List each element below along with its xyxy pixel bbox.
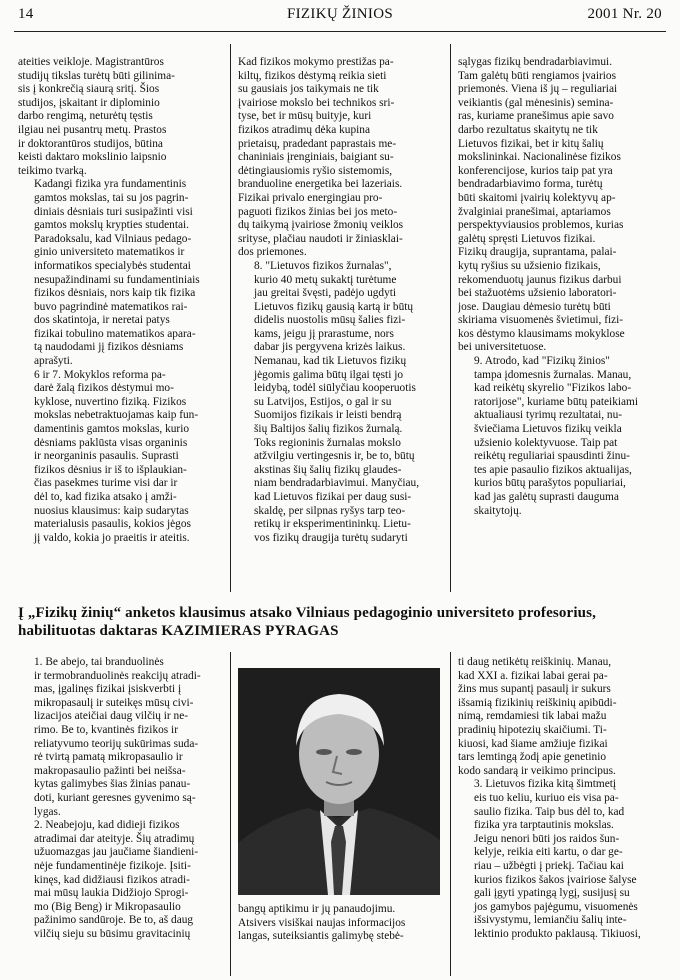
page-number: 14 [18,6,34,22]
text-line: aktualiausi tyrimų rezultatai, nu- [474,409,623,422]
text-line: kinęs, kad didžiausi fizikos atradi- [34,873,190,886]
text-line: keisti daktaro mokslinio laipsnio [18,151,167,164]
text-line: Paradoksalu, kad Vilniaus pedago- [34,232,192,245]
text-line: veikiantis (gal mėnesinis) semina- [458,96,614,109]
column-rule-bottom-1 [230,652,231,976]
text-line: kytas galimybes šias žinias panau- [34,778,191,791]
text-line: ir neorganinis pasaulis. Suprasti [34,450,179,463]
text-line: lektinio produkto paklausą. Tikiuosi, [474,927,641,940]
text-line: rimo. Be to, kvantinės fizikos ir [34,723,178,736]
text-line: jos gamybos pajėgumu, visuomenės [474,900,638,913]
text-line: 8. "Lietuvos fizikos žurnalas", [254,259,392,272]
text-line: chaniniais įrenginiais, baigiant su- [238,151,394,164]
paragraph [458,656,664,778]
bottom-column-3 [458,656,664,974]
text-line: materialusis pasaulis, kokios jėgos [34,518,191,531]
text-line: skiriama visuomenės švietimui, fizi- [458,314,624,327]
text-line: priemonės. Viena iš jų – reguliariai [458,83,618,96]
text-line: tars lemtingą žodį apie genetinio [458,751,607,764]
text-line: mokslas nebetraktuojamas kaip fun- [34,409,199,422]
text-line: ratorijose", kuriame būtų pateikiami [474,395,639,408]
text-line: saulio fizika. Taip bus dėl to, kad [474,805,625,818]
bottom-column-1 [18,656,224,974]
text-line: žvalginiai pranešimai, aptariamos [458,205,611,218]
text-line: dėtingiausiomis ryšio sistemomis, [238,164,393,177]
text-line: ilgiau nei pusantrų metų. Prastos [18,123,167,136]
text-line: rekomenduotų jaunus fizikus darbui [458,273,622,286]
text-line: atradimai dar ateityje. Šių atradimų [34,832,195,845]
text-line: nesupažindinami su fundamentiniais [34,273,200,286]
text-line: srityse, plačiau naudoti ir žiniasklai- [238,232,403,245]
text-line: šių Baltijos šalių fizikos žurnalą. [254,423,403,436]
text-line: išsivystymu, lemiančiu šalių inte- [474,914,627,927]
text-line: akstinas šių šalių fizikų glaudes- [254,463,402,476]
text-line: Tam galėtų būti rengiamos įvairios [458,69,616,82]
text-line: būti skaitomi įvairių kolektyvų ap- [458,191,616,204]
text-line: kiuosi, kad šiame amžiuje fizikai [458,737,608,750]
text-line: doti, kuriant geresnes gyvenimo są- [34,791,196,804]
column-rule-top-1 [230,44,231,592]
text-line: Lietuvos fizikai, bet ir kitų šalių [458,137,604,150]
text-line: aprašyti. [34,355,73,368]
text-line: vos fizikų draugija turėtų sudaryti [254,531,408,544]
paragraph [238,56,443,260]
portrait-illustration [238,668,440,895]
text-line: gamtos mokslas, tai su jos pagrin- [34,191,189,204]
text-line: jėgomis galima būtų ilgai tęsti jo [254,368,404,381]
text-line: skaldę, per silpnas ryšys tarp teo- [254,504,406,517]
paragraph [238,260,443,545]
text-line: damentinis gamtos mokslas, kurio [34,423,190,436]
paragraph [238,903,443,944]
text-line: Kad fizikos mokymo prestižas pa- [238,56,394,68]
text-line: Atsivers visiškai naujas informacijos [238,916,406,929]
text-line: nėje fundamentinėje fizikoje. Įsiti- [34,859,191,872]
paragraph [18,656,224,819]
text-line: bangų aptikimu ir jų panaudojimu. [238,903,396,915]
text-line: langas, suteiksiantis galimybę stebė- [238,930,404,943]
text-line: dų taikymą įvairiose žmonių veiklos [238,219,404,232]
text-line: vilčių sieju su būsimu gravitacinių [34,927,191,940]
text-line: kodo sandarą ir veikimo principus. [458,764,616,777]
text-line: Lietuvos fizikų gausią kartą ir būtų [254,300,414,313]
text-line: perspektyviausios problemos, kurias [458,219,624,232]
text-line: konferencijose, kurios taip pat yra [458,164,613,177]
text-line: lizacijos ateičiai daug vilčių ir ne- [34,710,189,723]
text-line: atžvilgiu vertingesnis ir, be to, būtų [254,450,415,463]
text-line: su Latvijos, Estijos, o gal ir su [254,395,392,408]
text-line: makropasaulio pažinti bei neišsa- [34,764,186,777]
top-column-1 [18,56,222,586]
text-line: rė tvirtą pamatą mikropasaulio ir [34,751,183,764]
paragraph [458,355,662,518]
text-line: ras, kuriame pranešimus apie savo [458,110,614,123]
text-line: reikėtų reguliariai spausdinti žinu- [474,450,630,463]
text-line: jau greitai švęsti, padėjo ugdyti [254,287,397,300]
paragraph [458,56,662,355]
text-line: buvo pagrindinė matematikos rai- [34,300,188,313]
portrait-photo [238,668,440,895]
text-line: branduoline energetika bei lazeriais. [238,178,403,191]
paragraph [18,369,222,546]
text-line: šviečiama Lietuvos fizikų veikla [474,423,622,436]
text-line: gamtos mokslų krypties studentai. [34,219,190,232]
text-line: tes apie pasaulio fizikos aktualijas, [474,463,632,476]
text-line: kyklose, nuvertino fiziką. Fizikos [34,395,187,408]
text-line: kos dėstymo klausimams mokyklose [458,327,625,340]
text-line: dėsniams paklūsta visas organinis [34,436,188,449]
text-line: mo (Big Beng) ir Mikropasaulio [34,900,181,913]
paragraph [18,819,224,941]
paragraph [458,778,664,941]
text-line: bendradarbiavimo forma, turėtų [458,178,603,191]
text-line: dos skatintoja, ir neretai patys [34,314,170,327]
text-line: kelyje, reikia eiti kartu, o dar ge- [474,846,623,859]
text-line: užsienio kolektyvuose. Taip pat [474,436,618,449]
text-line: Jeigu nenori būti jos raidos šun- [474,832,620,845]
text-line: 3. Lietuvos fizika kitą šimtmetį [474,778,617,791]
text-line: fizikos dėsniais, nors kaip tik fizika [34,287,196,300]
text-line: 6 ir 7. Mokyklos reforma pa- [34,368,166,381]
text-line: tampa įdomesnis žurnalas. Manau, [474,368,632,381]
text-line: nimą, remdamiesi tik labai mažu [458,710,607,723]
issue-info: 2001 Nr. 20 [587,6,662,22]
text-line: fizika yra tarptautinis mokslas. [474,819,614,832]
text-line: skaitytojų. [474,504,522,517]
text-line: niam bendradarbiavimui. Manyčiau, [254,477,420,490]
text-line: informatikos specialybės studentai [34,259,191,272]
text-line: lygas. [34,805,61,818]
column-rule-bottom-2 [450,652,451,976]
text-line: 2. Neabejoju, kad didieji fizikos [34,819,180,832]
text-line: Nemanau, kad tik Lietuvos fizikų [254,355,407,368]
header-rule [14,31,666,32]
text-line: dos priemones. [238,246,307,259]
text-line: riau – užbėgti į priekį. Tačiau kai [474,859,624,872]
text-line: 9. Atrodo, kad "Fizikų žinios" [474,355,610,368]
article-title-line-1: Į „Fizikų žinių“ anketos klausimus atsako Vilniaus pedagoginio universiteto profesorius, [18,605,597,621]
bottom-column-2-text [238,903,443,975]
text-line: 1. Be abejo, tai branduolinės [34,656,164,668]
text-line: žins mus supantį pasaulį ir sukurs [458,683,611,696]
text-line: kiltų, fizikos dėstymą reikia sieti [238,69,387,82]
text-line: reliatyvumo teorijų sukūrimas suda- [34,737,199,750]
text-line: retikų ir eksperimentininkų. Lietu- [254,518,411,531]
text-line: kurios būtų parašytos populiariai, [474,477,626,490]
text-line: eis tuo keliu, kuriuo eis visa pa- [474,791,619,804]
text-line: jose. Daugiau dėmesio turėtų būti [458,300,611,313]
text-line: kurios fizikos šakos įvairiose šalyse [474,873,637,886]
text-line: kad XXI a. fizikai labai gerai pa- [458,669,608,682]
text-line: tą naudodami jį fizikos dėsniams [34,341,184,354]
text-line: ginio universiteto matematikos ir [34,246,185,259]
text-line: sąlygas fizikų bendradarbiavimui. [458,56,613,68]
text-line: leidybą, todėl siūlyčiau kooperuotis [254,382,416,395]
text-line: mokslininkai. Nacionalinėse fizikos [458,151,621,164]
page-header [0,0,680,34]
text-line: kurio 40 metų sukaktį turėtume [254,273,397,286]
text-line: fizikos atradimų dėka kupina [238,123,370,136]
text-line: tyse, bet ir mūsų buityje, kuri [238,110,372,123]
text-line: galėtų spręsti Lietuvos fizikai. [458,232,596,245]
text-line: bei stažuotėms užsienio laboratori- [458,287,617,300]
text-line: paguoti fizikos žinias bei jos meto- [238,205,398,218]
text-line: Fizikai privalo energingiau pro- [238,191,383,204]
running-title: FIZIKŲ ŽINIOS [287,6,393,22]
text-line: pradinių hipotezių skaičiumi. Ti- [458,723,607,736]
text-line: kad Lietuvos fizikai per daug susi- [254,491,412,503]
text-line: bei universitetuose. [458,341,547,354]
text-line: didelis nuostolis mūsų šalies fizi- [254,314,406,327]
text-line: mas, įgalinęs fizikai įsiskverbti į [34,683,182,696]
text-line: Fizikų draugija, suprantama, palai- [458,246,617,259]
text-line: ateities veikloje. Magistrantūros [18,56,164,68]
text-line: ir termobranduolinės reakcijų atradi- [34,669,201,682]
text-line: kams, jeigu jį prarastume, nors [254,327,394,340]
top-column-3 [458,56,662,586]
text-line: kad jas galėtų suprasti dauguma [474,491,619,503]
text-line: su gausiais jos taikymais ne tik [238,83,379,96]
text-line: mikropasaulį ir suteikęs mūsų civi- [34,696,194,709]
text-line: mai mūsų laukia Didžiojo Sprogi- [34,887,189,900]
text-line: išsamią fizikinių reiškinių apibūdi- [458,696,617,709]
text-line: sis į konkrečią siaurą sritį. Šios [18,83,160,96]
text-line: darbo rezultatus skaitytų ne tik [458,123,598,136]
article-title-line-2: habilituotas daktaras KAZIMIERAS PYRAGAS [18,623,339,639]
text-line: Kadangi fizika yra fundamentinis [34,178,187,191]
text-line: pažinimo sandūroje. Be to, aš daug [34,914,194,927]
text-line: fizikos dėsnius ir iš to išplaukian- [34,463,187,476]
text-line: kytų ryšius su užsienio fizikais, [458,259,601,272]
text-line: nuosius klausimus: kaip sudarytas [34,504,189,517]
text-line: diniais dėsniais turi susipažinti visi [34,205,193,218]
text-line: užuomazgas jau jaučiame šiandieni- [34,846,199,859]
text-line: studijos, įskaitant ir diplominio [18,96,160,109]
text-line: fizikai tobulino matematikos apara- [34,327,196,340]
paragraph [18,178,222,368]
column-rule-top-2 [450,44,451,592]
paragraph [18,56,222,178]
text-line: dabar jis pergyvena krizės laikus. [254,341,406,354]
text-line: prietaisų, pradedant paprastais me- [238,137,397,150]
text-line: gali įgyti ypatingą lygį, susijusį su [474,887,630,900]
article-title [18,604,668,640]
text-line: čias pasekmes turime visi dar ir [34,477,178,490]
text-line: įvairiose mokslo bei technikos sri- [238,96,395,109]
text-line: darbo rengimą, neturėtų tęstis [18,110,153,123]
text-line: jį valdo, kokia jo praeitis ir ateitis. [34,531,190,544]
text-line: ir doktorantūros studijos, būtina [18,137,163,150]
text-line: dėl to, kad fizika atsako į amži- [34,491,177,503]
text-line: ti daug netikėtų reiškinių. Manau, [458,656,612,668]
text-line: kad reikėtų skyrelio "Fizikos labo- [474,382,632,395]
text-line: Suomijos fizikais ir leisti bendrą [254,409,402,422]
text-line: darė žalą fizikos dėstymui mo- [34,382,174,395]
text-line: studijų tikslas turėtų būti gilinima- [18,69,175,82]
text-line: Toks regioninis žurnalas mokslo [254,436,401,449]
text-line: teikimo tvarką. [18,164,87,177]
top-column-2 [238,56,443,586]
